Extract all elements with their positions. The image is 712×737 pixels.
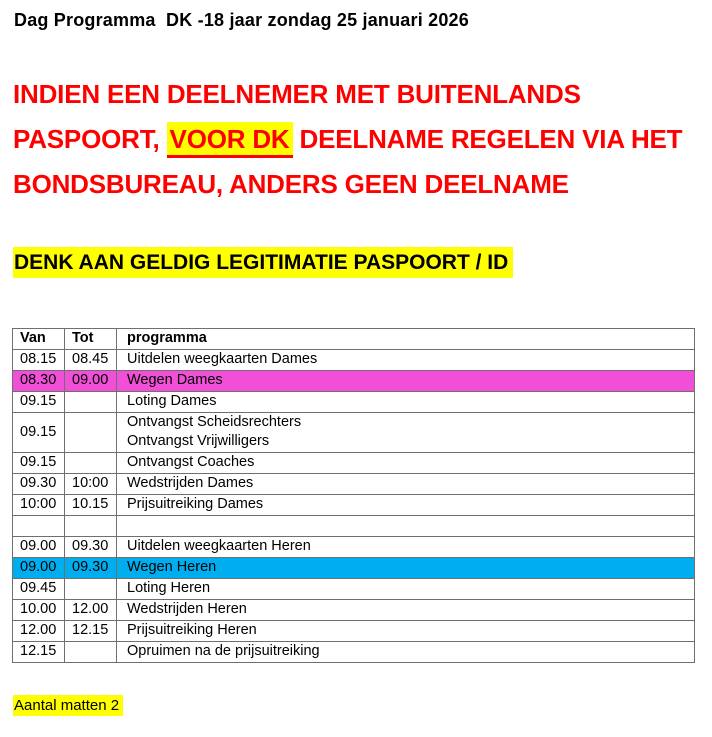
tot-cell: 08.45 — [65, 350, 117, 371]
programma-cell — [117, 516, 695, 537]
warning-line-2-post: DEELNAME REGELEN VIA HET — [292, 124, 683, 154]
id-notice-highlight: DENK AAN GELDIG LEGITIMATIE PASPOORT / ID — [13, 247, 513, 278]
header-programma: programma — [117, 329, 695, 350]
warning-line-2-pre: PASPOORT, — [13, 124, 167, 154]
tot-cell — [65, 413, 117, 453]
table-row — [13, 474, 695, 495]
tot-cell: 10:00 — [65, 474, 117, 495]
tot-cell: 10.15 — [65, 495, 117, 516]
id-notice — [13, 246, 513, 279]
table-row — [13, 642, 695, 663]
voor-dk-highlight: VOOR DK — [167, 122, 293, 158]
tot-cell — [65, 392, 117, 413]
van-cell: 09.15 — [13, 453, 65, 474]
table-row — [13, 621, 695, 642]
table-row — [13, 453, 695, 474]
programma-cell: Wedstrijden Dames — [117, 474, 695, 495]
table-header-row — [13, 329, 695, 350]
tot-cell: 09.30 — [65, 558, 117, 579]
van-cell: 08.30 — [13, 371, 65, 392]
van-cell: 09.15 — [13, 413, 65, 453]
header-tot: Tot — [65, 329, 117, 350]
tot-cell — [65, 516, 117, 537]
table-row-empty — [13, 516, 695, 537]
van-cell: 12.00 — [13, 621, 65, 642]
mat-count-note — [13, 695, 123, 716]
programma-cell: Prijsuitreiking Dames — [117, 495, 695, 516]
programma-line-1: Ontvangst Scheidsrechters — [127, 414, 302, 430]
programma-cell — [117, 413, 695, 453]
van-cell: 12.15 — [13, 642, 65, 663]
programma-cell: Loting Dames — [117, 392, 695, 413]
van-cell: 10.00 — [13, 600, 65, 621]
van-cell: 09.30 — [13, 474, 65, 495]
mat-count-highlight: Aantal matten 2 — [13, 695, 123, 716]
table-row — [13, 600, 695, 621]
tot-cell: 09.30 — [65, 537, 117, 558]
programma-cell: Wegen Heren — [117, 558, 695, 579]
tot-cell: 12.00 — [65, 600, 117, 621]
programma-cell: Wedstrijden Heren — [117, 600, 695, 621]
van-cell — [13, 516, 65, 537]
tot-cell — [65, 579, 117, 600]
van-cell: 08.15 — [13, 350, 65, 371]
page-title: Dag Programma DK -18 jaar zondag 25 januari 2026 — [14, 10, 469, 30]
table-row-wegen-dames — [13, 371, 695, 392]
programma-cell: Wegen Dames — [117, 371, 695, 392]
tot-cell — [65, 642, 117, 663]
foreign-passport-warning — [13, 72, 703, 207]
programma-line-2: Ontvangst Vrijwilligers — [127, 433, 270, 449]
table-row — [13, 392, 695, 413]
tot-cell: 12.15 — [65, 621, 117, 642]
programma-cell: Opruimen na de prijsuitreiking — [117, 642, 695, 663]
programma-cell: Loting Heren — [117, 579, 695, 600]
programma-cell: Uitdelen weegkaarten Heren — [117, 537, 695, 558]
van-cell: 10:00 — [13, 495, 65, 516]
table-row — [13, 579, 695, 600]
tot-cell — [65, 453, 117, 474]
warning-line-3: BONDSBUREAU, ANDERS GEEN DEELNAME — [13, 169, 569, 199]
table-row — [13, 413, 695, 453]
warning-line-1: INDIEN EEN DEELNEMER MET BUITENLANDS — [13, 79, 581, 109]
table-row-wegen-heren — [13, 558, 695, 579]
table-row — [13, 495, 695, 516]
table-row — [13, 537, 695, 558]
van-cell: 09.45 — [13, 579, 65, 600]
table-row — [13, 350, 695, 371]
programma-cell: Uitdelen weegkaarten Dames — [117, 350, 695, 371]
tot-cell: 09.00 — [65, 371, 117, 392]
programma-cell: Ontvangst Coaches — [117, 453, 695, 474]
van-cell: 09.00 — [13, 537, 65, 558]
van-cell: 09.00 — [13, 558, 65, 579]
programma-cell: Prijsuitreiking Heren — [117, 621, 695, 642]
header-van: Van — [13, 329, 65, 350]
van-cell: 09.15 — [13, 392, 65, 413]
schedule-table — [12, 328, 695, 663]
